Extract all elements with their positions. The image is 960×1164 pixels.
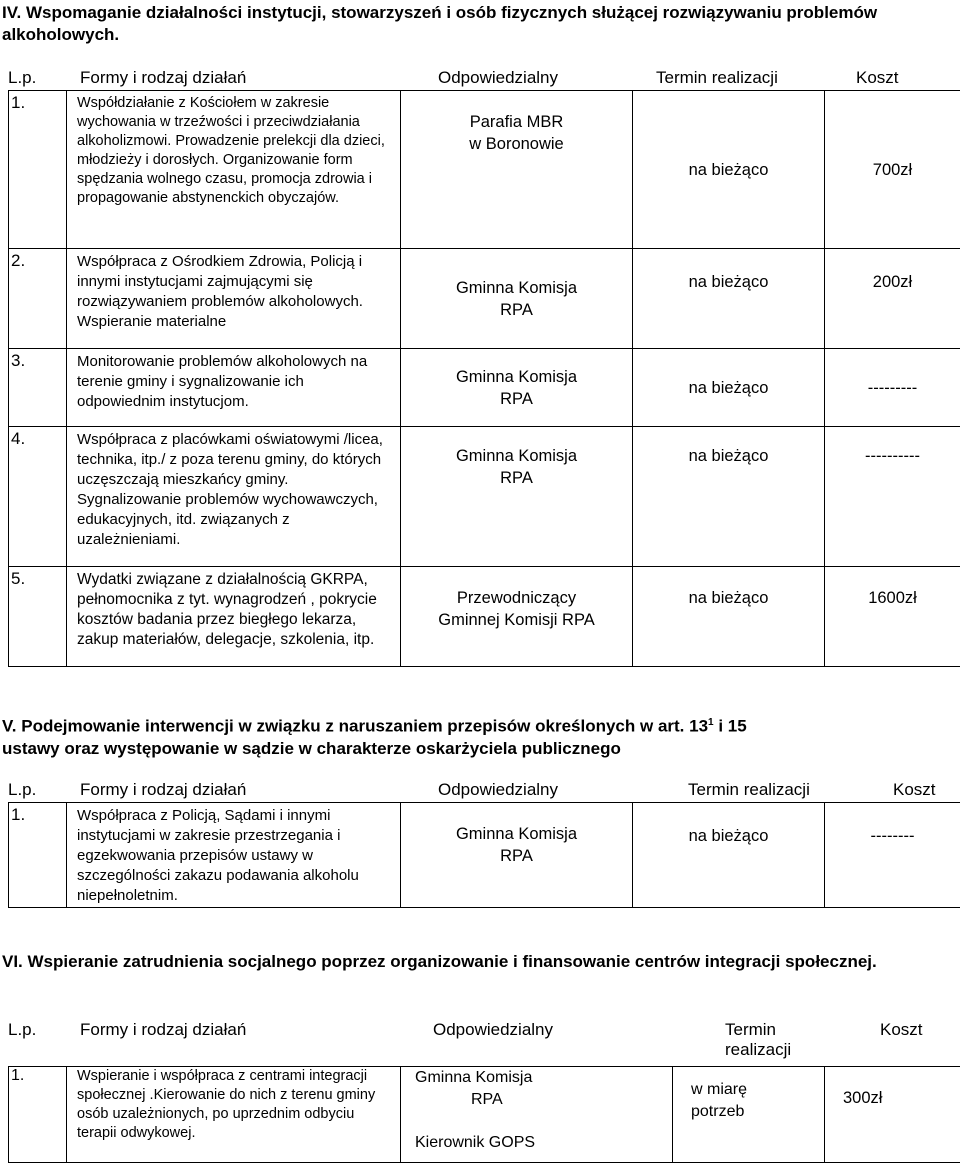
header-term bbox=[725, 1020, 791, 1060]
header-responsible: Odpowiedzialny bbox=[438, 68, 559, 87]
section-v-title-sup: 1 bbox=[708, 717, 714, 728]
responsible-line: RPA bbox=[471, 1091, 503, 1108]
row-cost: ---------- bbox=[825, 427, 960, 567]
table-row bbox=[9, 91, 960, 249]
row-term: na bieżąco bbox=[633, 91, 825, 249]
row-term: na bieżąco bbox=[633, 427, 825, 567]
row-lp: 2. bbox=[9, 249, 67, 349]
header-forms: Formy i rodzaj działań bbox=[80, 1020, 247, 1039]
row-cost: --------- bbox=[825, 349, 960, 427]
row-cost: 1600zł bbox=[825, 567, 960, 667]
row-responsible bbox=[401, 427, 633, 567]
row-lp: 3. bbox=[9, 349, 67, 427]
header-forms: Formy i rodzaj działań bbox=[80, 68, 247, 87]
row-term: na bieżąco bbox=[633, 349, 825, 427]
term-line: w miarę bbox=[691, 1081, 748, 1098]
responsible-line: RPA bbox=[500, 300, 533, 319]
header-responsible: Odpowiedzialny bbox=[438, 780, 559, 799]
responsible-line: Kierownik GOPS bbox=[415, 1134, 536, 1151]
header-term-line: Termin bbox=[725, 1020, 777, 1039]
row-forms: Współpraca z placówkami oświatowymi /licea, technika, itp./ z poza terenu gminy, do których uczęszczają mieszkańcy gminy. Sygnalizowanie problemów wychowawczych, edukacyjnych, itd. związanych z uzależnieniami. bbox=[67, 427, 401, 567]
row-responsible bbox=[401, 91, 633, 249]
row-lp: 5. bbox=[9, 567, 67, 667]
header-forms: Formy i rodzaj działań bbox=[80, 780, 247, 799]
row-cost: 700zł bbox=[825, 91, 960, 249]
header-term: Termin realizacji bbox=[688, 780, 810, 799]
row-cost: 200zł bbox=[825, 249, 960, 349]
responsible-line: Gminna Komisja bbox=[455, 278, 578, 297]
table-row bbox=[9, 349, 960, 427]
header-term: Termin realizacji bbox=[656, 68, 778, 87]
header-lp: L.p. bbox=[8, 1020, 37, 1039]
row-forms: Współpraca z Policją, Sądami i innymi instytucjami w zakresie przestrzegania i egzekwowania przepisów ustawy w szczególności zakazu podawania alkoholu niepełnoletnim. bbox=[67, 803, 401, 908]
row-responsible bbox=[401, 1067, 673, 1163]
row-responsible bbox=[401, 349, 633, 427]
header-lp: L.p. bbox=[8, 68, 37, 87]
table-row bbox=[9, 249, 960, 349]
row-lp: 1. bbox=[9, 91, 67, 249]
header-cost: Koszt bbox=[856, 68, 899, 87]
section-v-title bbox=[2, 712, 954, 760]
responsible-line: RPA bbox=[500, 847, 533, 865]
responsible-line: Parafia MBR bbox=[469, 113, 564, 131]
responsible-line: Gminnej Komisji RPA bbox=[438, 611, 595, 629]
row-term bbox=[673, 1067, 825, 1163]
section-v-table bbox=[8, 802, 960, 908]
row-responsible bbox=[401, 249, 633, 349]
section-iv-table bbox=[8, 90, 960, 667]
row-lp: 1. bbox=[9, 1067, 67, 1163]
header-responsible: Odpowiedzialny bbox=[433, 1020, 554, 1039]
table-row bbox=[9, 567, 960, 667]
section-vi-title: VI. Wspieranie zatrudnienia socjalnego poprzez organizowanie i finansowanie centrów integracji społecznej. bbox=[2, 952, 877, 971]
responsible-line: Gminna Komisja bbox=[415, 1069, 533, 1086]
row-lp: 4. bbox=[9, 427, 67, 567]
row-lp: 1. bbox=[9, 803, 67, 908]
row-forms: Wydatki związane z działalnością GKRPA, pełnomocnika z tyt. wynagrodzeń , pokrycie kosztów badania przez biegłego lekarza, zakup materiałów, delegacje, szkolenia, itp. bbox=[67, 567, 401, 667]
responsible-line: Przewodniczący bbox=[456, 589, 577, 607]
term-line: potrzeb bbox=[691, 1103, 745, 1120]
table-row bbox=[9, 427, 960, 567]
table-row bbox=[9, 803, 960, 908]
row-cost: 300zł bbox=[825, 1067, 960, 1163]
header-lp: L.p. bbox=[8, 780, 37, 799]
responsible-line: Gminna Komisja bbox=[455, 367, 578, 386]
section-iv-title: IV. Wspomaganie działalności instytucji, stowarzyszeń i osób fizycznych służącej rozwiązywaniu problemów alkoholowych. bbox=[2, 3, 878, 44]
row-responsible bbox=[401, 567, 633, 667]
table-row bbox=[9, 1067, 960, 1163]
responsible-line: RPA bbox=[500, 389, 533, 408]
section-v-title-line1: V. Podejmowanie interwencji w związku z naruszaniem przepisów określonych w art. 13 bbox=[2, 716, 709, 736]
row-responsible bbox=[401, 803, 633, 908]
row-forms: Wspieranie i współpraca z centrami integracji społecznej .Kierowanie do nich z terenu gminy osób uzależnionych, po uprzednim odbyciu terapii odwykowej. bbox=[67, 1067, 401, 1163]
row-forms: Współpraca z Ośrodkiem Zdrowia, Policją i innymi instytucjami zajmującymi się rozwiązywaniem problemów alkoholowych. Wspieranie materialne bbox=[67, 249, 401, 349]
responsible-line: w Boronowie bbox=[469, 135, 564, 153]
row-term: na bieżąco bbox=[633, 803, 825, 908]
header-term-line: realizacji bbox=[725, 1040, 792, 1059]
header-cost: Koszt bbox=[880, 1020, 923, 1039]
responsible-line: RPA bbox=[500, 469, 533, 487]
section-v-title-line2: ustawy oraz występowanie w sądzie w charakterze oskarżyciela publicznego bbox=[2, 738, 621, 758]
row-term: na bieżąco bbox=[633, 249, 825, 349]
section-vi-table bbox=[8, 1066, 960, 1163]
row-term: na bieżąco bbox=[633, 567, 825, 667]
header-cost: Koszt bbox=[893, 780, 936, 799]
row-forms: Współdziałanie z Kościołem w zakresie wychowania w trzeźwości i przeciwdziałania alkoholizmowi. Prowadzenie prelekcji dla dzieci, młodzieży i dorosłych. Organizowanie form spędzania wolnego czasu, promocja zdrowia i propagowanie abstynenckich obyczajów. bbox=[67, 91, 401, 249]
responsible-line: Gminna Komisja bbox=[455, 447, 578, 465]
row-forms: Monitorowanie problemów alkoholowych na terenie gminy i sygnalizowanie ich odpowiednim instytucjom. bbox=[67, 349, 401, 427]
row-cost: -------- bbox=[825, 803, 960, 908]
section-v-title-line1-end: i 15 bbox=[713, 716, 747, 736]
responsible-line: Gminna Komisja bbox=[455, 825, 578, 843]
